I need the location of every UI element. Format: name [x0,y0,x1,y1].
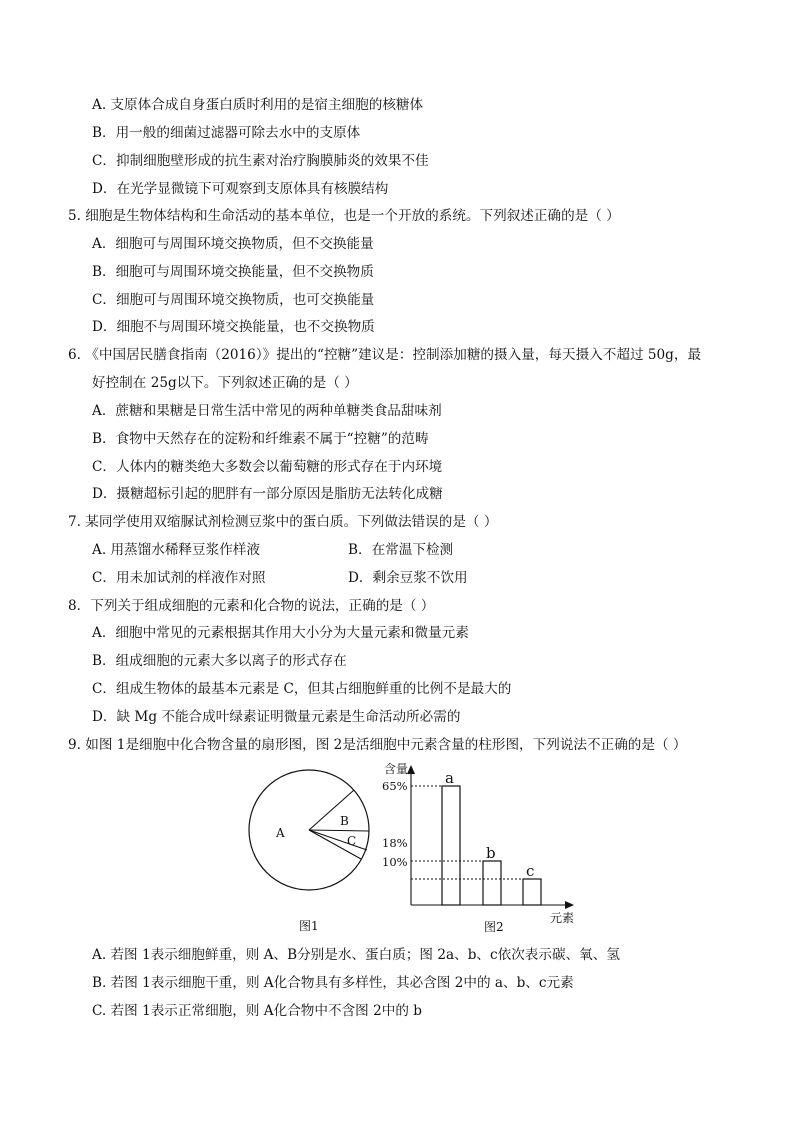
y-axis-arrow [407,765,415,774]
bar-label-c: c [526,862,535,880]
bar-b [483,861,501,905]
pie-label-a: A [276,826,285,840]
pie-label-b: B [340,814,349,828]
q6-option-a: A．蔗糖和果糖是日常生活中常见的两种单糖类食品甜味剂 [92,403,442,419]
q4-option-b: B．用一般的细菌过滤器可除去水中的支原体 [92,125,361,141]
x-axis-arrow [565,901,574,909]
q4-option-d: D．在光学显微镜下可观察到支原体具有核膜结构 [92,181,389,197]
y-tick-label-65: 65% [382,779,408,793]
q8-stem: 8．下列关于组成细胞的元素和化合物的说法，正确的是（ ） [68,598,435,614]
y-axis-label: 含量 [384,762,409,776]
q8-option-d: D．缺 Mg 不能合成叶绿素证明微量元素是生命活动所必需的 [92,709,461,725]
figure2-bar-chart [376,757,606,940]
q9-stem: 9. 如图 1是细胞中化合物含量的扇形图，图 2是活细胞中元素含量的柱形图，下列说法不正确的是（ ） [68,737,687,753]
bar-label-b: b [486,844,496,862]
q6-option-c: C．人体内的糖类绝大多数会以葡萄糖的形式存在于内环境 [92,459,443,475]
q8-option-b: B．组成细胞的元素大多以离子的形式存在 [92,653,347,669]
q8-option-c: C．组成生物体的最基本元素是 C，但其占细胞鲜重的比例不是最大的 [92,681,512,697]
pie-label-c: C [347,834,357,848]
bars-group [442,769,541,905]
q7-option-c: C．用未加试剂的样液作对照 [92,570,266,586]
q5-option-c: C．细胞可与周围环境交换物质，也可交换能量 [92,292,375,308]
q4-option-a: A. 支原体合成自身蛋白质时利用的是宿主细胞的核糖体 [92,97,424,113]
q9-option-c: C. 若图 1表示正常细胞，则 A化合物中不含图 2中的 b [92,1003,422,1019]
q4-option-c: C．抑制细胞壁形成的抗生素对治疗胸膜肺炎的效果不佳 [92,153,429,169]
q6-stem: 6. 《中国居民膳食指南（2016）》提出的“控糖”建议是：控制添加糖的摄入量，每天摄入不超过 50g，最 [68,347,702,363]
q5-option-b: B．细胞可与周围环境交换能量，但不交换物质 [92,264,374,280]
figure2-caption: 图2 [484,920,504,934]
q8-option-a: A．细胞中常见的元素根据其作用大小分为大量元素和微量元素 [92,625,469,641]
x-axis-label: 元素 [550,911,575,925]
q7-option-d: D．剩余豆浆不饮用 [348,570,468,586]
q9-option-a: A. 若图 1表示细胞鲜重，则 A、B分别是水、蛋白质；图 2a、b、c依次表示碳、氧、氢 [92,947,620,963]
figure1-caption: 图1 [299,919,319,933]
q9-option-b: B. 若图 1表示细胞干重，则 A化合物具有多样性，其必含图 2中的 a、b、c元素 [92,975,574,991]
bar-label-a: a [445,769,454,787]
q7-stem: 7. 某同学使用双缩脲试剂检测豆浆中的蛋白质。下列做法错误的是（ ） [68,514,498,530]
figure1-pie-chart [240,755,370,940]
pie-slice-edge-3 [309,830,367,850]
q6-option-d: D．摄糖超标引起的肥胖有一部分原因是脂肪无法转化成糖 [92,486,443,502]
y-tick-label-10: 10% [382,855,408,869]
q6-option-b: B．食物中天然存在的淀粉和纤维素不属于“控糖”的范畴 [92,431,429,447]
bar-a [442,786,460,905]
q5-stem: 5. 细胞是生物体结构和生命活动的基本单位，也是一个开放的系统。下列叙述正确的是（ ） [68,208,620,224]
q5-option-d: D．细胞不与周围环境交换能量，也不交换物质 [92,319,375,335]
q7-option-a: A. 用蒸馏水稀释豆浆作样液 [92,542,260,558]
q6-stem-continued: 好控制在 25g以下。下列叙述正确的是（ ） [92,375,358,391]
bar-c [523,879,541,905]
q5-option-a: A．细胞可与周围环境交换物质，但不交换能量 [92,236,374,252]
pie-slice-edge-2 [309,830,369,831]
q7-option-b: B．在常温下检测 [348,542,454,558]
y-tick-label-18: 18% [382,836,408,850]
